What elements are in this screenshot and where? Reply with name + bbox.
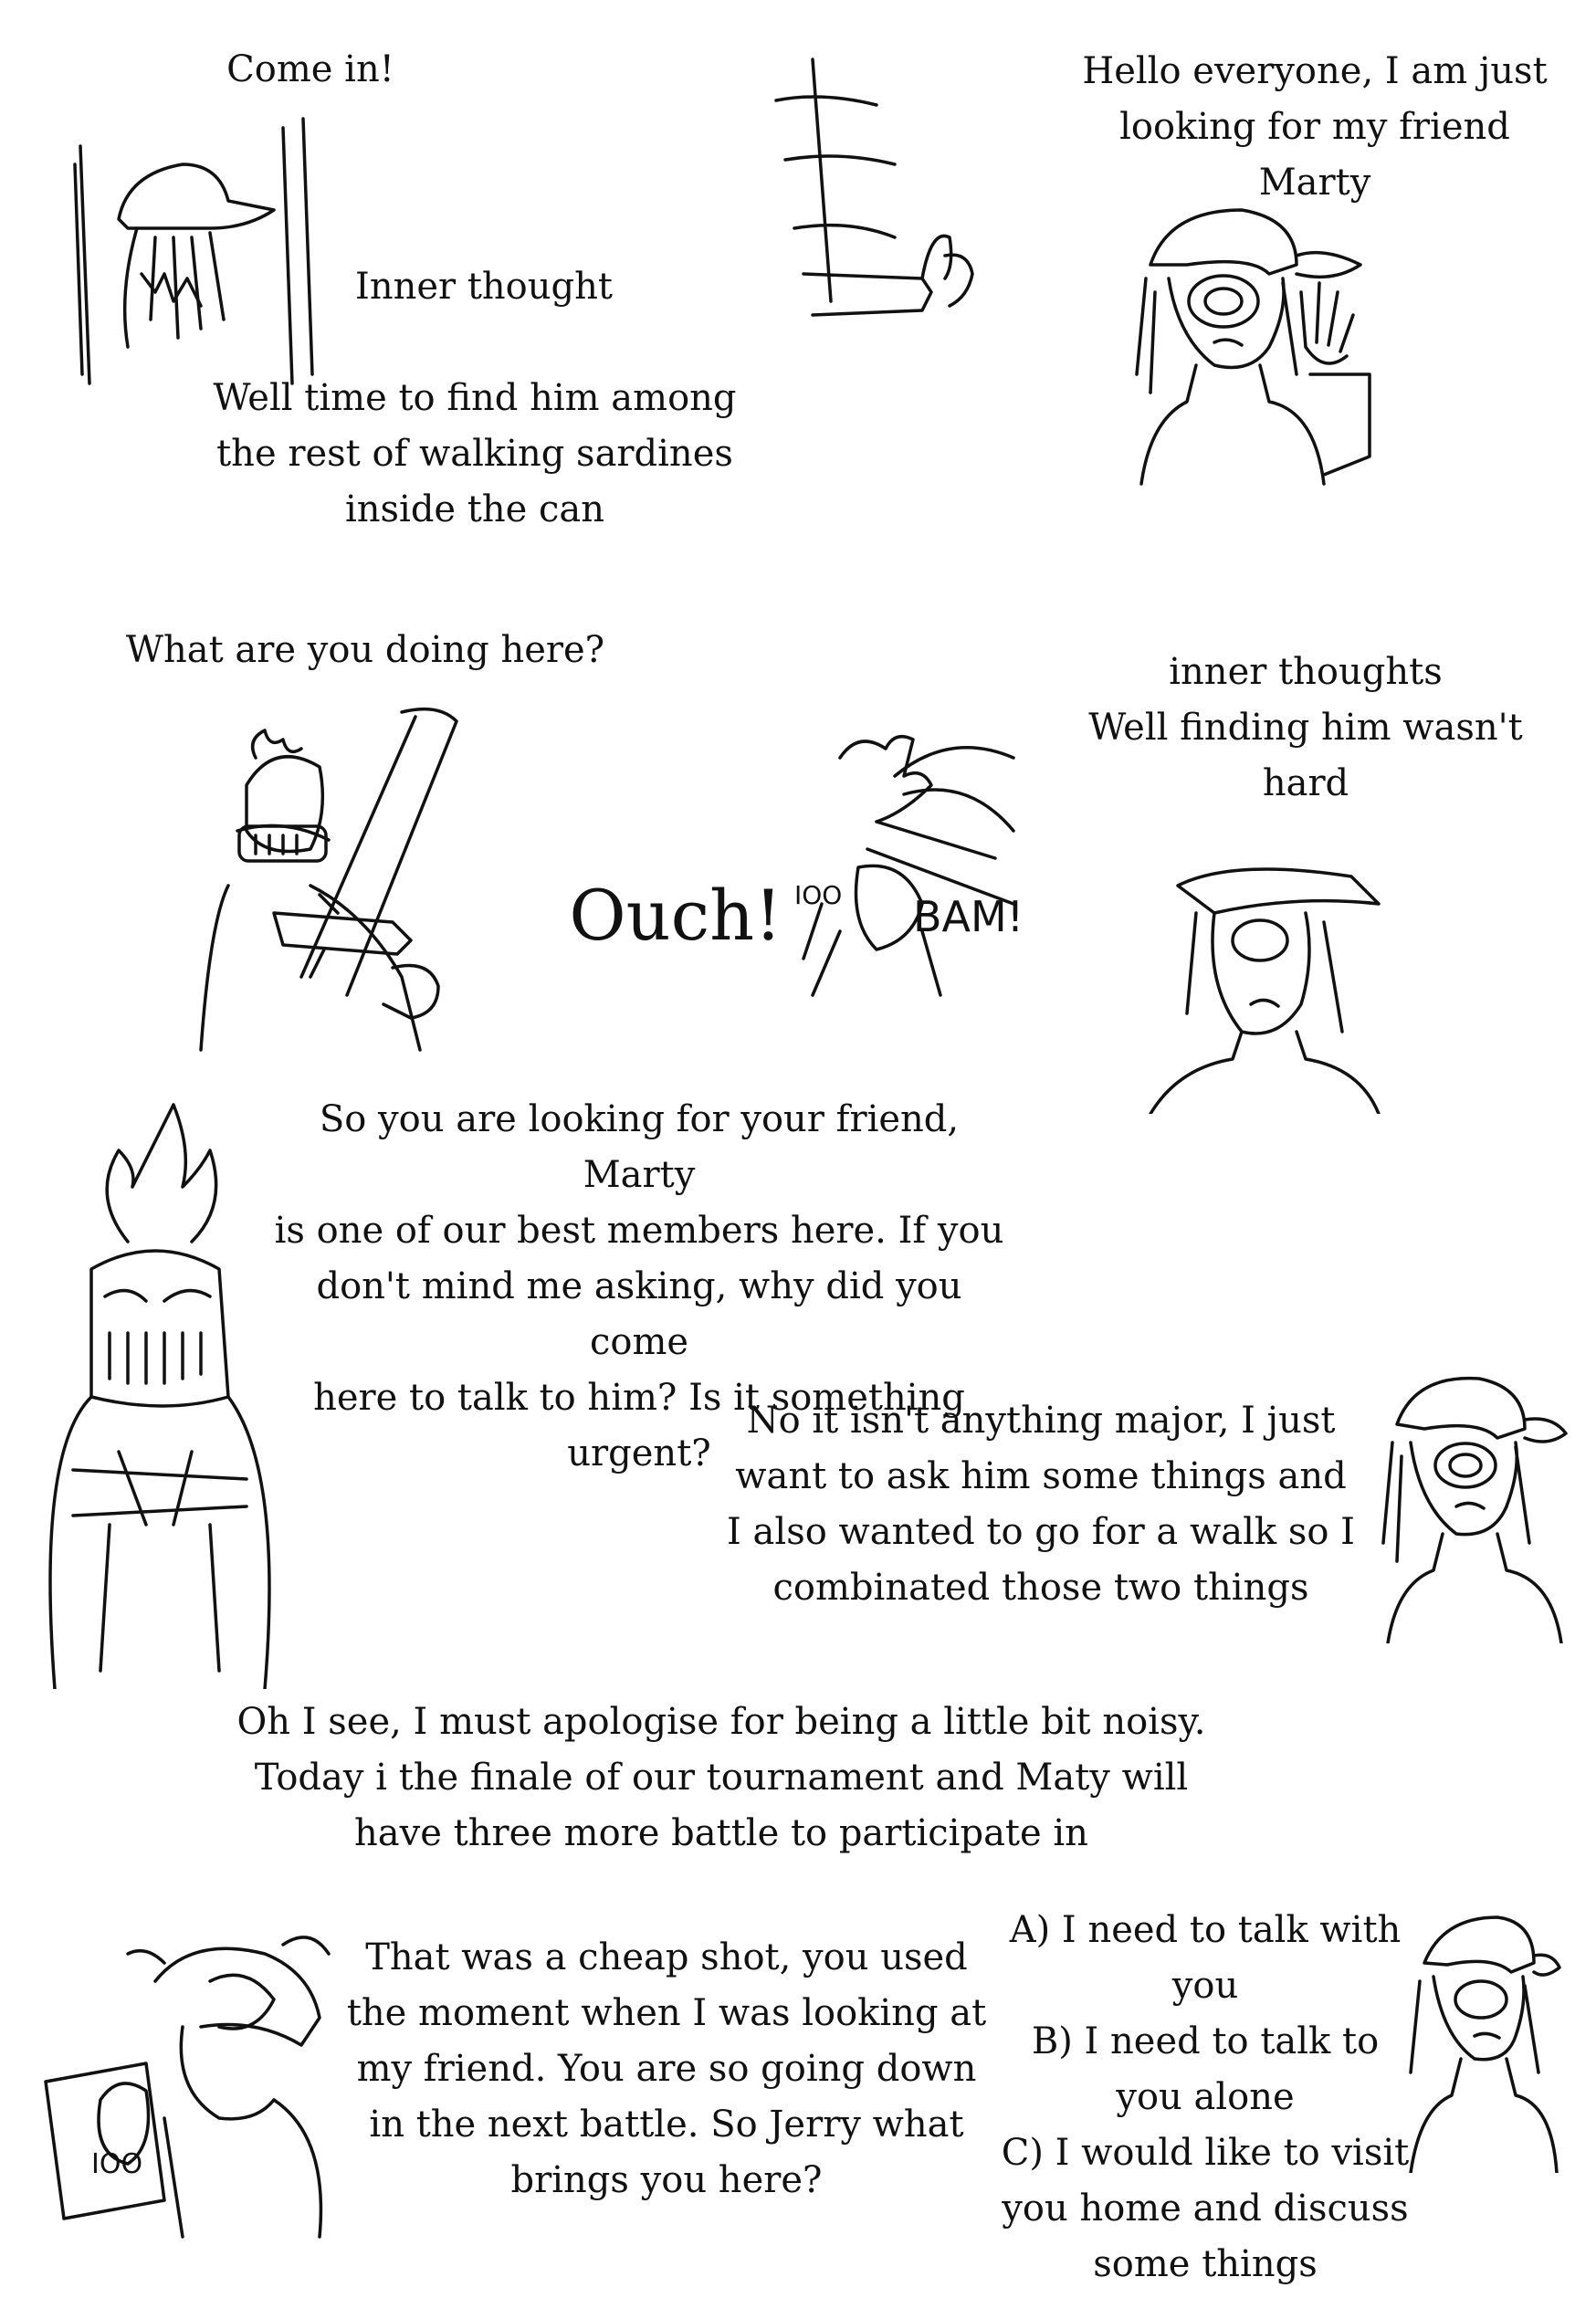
- apology-text: Oh I see, I must apologise for being a little bit noisy. Today i the finale of our tournament and Maty will have three more battle to participate in: [236, 1701, 1206, 1854]
- jerry-stare-sketch: [1141, 849, 1388, 1114]
- inner-thought-label: Inner thought: [355, 266, 613, 308]
- knight-speech-text: So you are looking for your friend, Marty is one of our best members here. If you don't mind me asking, why did you come here to talk to him? Is it something urgent?: [274, 1098, 1004, 1474]
- hello-text: Hello everyone, I am just looking for my friend Marty: [1082, 50, 1548, 204]
- jerry-talking-sketch: [1370, 1360, 1570, 1643]
- hand-through-door-sketch: [749, 55, 986, 329]
- choices-text: A) I need to talk with you B) I need to talk to you alone C) I would like to visit you home and discuss some things: [1001, 1909, 1410, 2285]
- marty-rubbing-head-sketch: [37, 1926, 365, 2246]
- jerry-reply-text: No it isn't anything major, I just want to ask him some things and I also wanted to go for a walk so I combinated those two things: [727, 1400, 1355, 1609]
- jerry-waving-sketch: [1114, 192, 1388, 493]
- ouch-text: Ouch!: [569, 875, 782, 956]
- come-in-text: Come in!: [226, 48, 394, 90]
- bam-sfx: BAM!: [913, 892, 1024, 941]
- knight-visor-mark-2: ΙΟΟ: [91, 2148, 143, 2180]
- inner-thought-text: Well time to find him among the rest of walking sardines inside the can: [213, 377, 737, 530]
- what-doing-text: What are you doing here?: [125, 629, 605, 671]
- punch-impact-sketch: [785, 721, 1032, 1004]
- knight-with-sword-sketch: [183, 703, 484, 1059]
- jerry-thinking-sketch: [1397, 1899, 1561, 2173]
- knight-visor-mark: ΙΟΟ: [794, 880, 843, 910]
- door-peek-sketch: [64, 110, 338, 393]
- inner-thoughts-2-text: inner thoughts Well finding him wasn't hard: [1088, 651, 1523, 804]
- cheap-shot-text: That was a cheap shot, you used the moment when I was looking at my friend. You are so going down in the next battle. So Jerry what brings you here?: [346, 1936, 987, 2201]
- flame-knight-sketch: [37, 1086, 283, 1689]
